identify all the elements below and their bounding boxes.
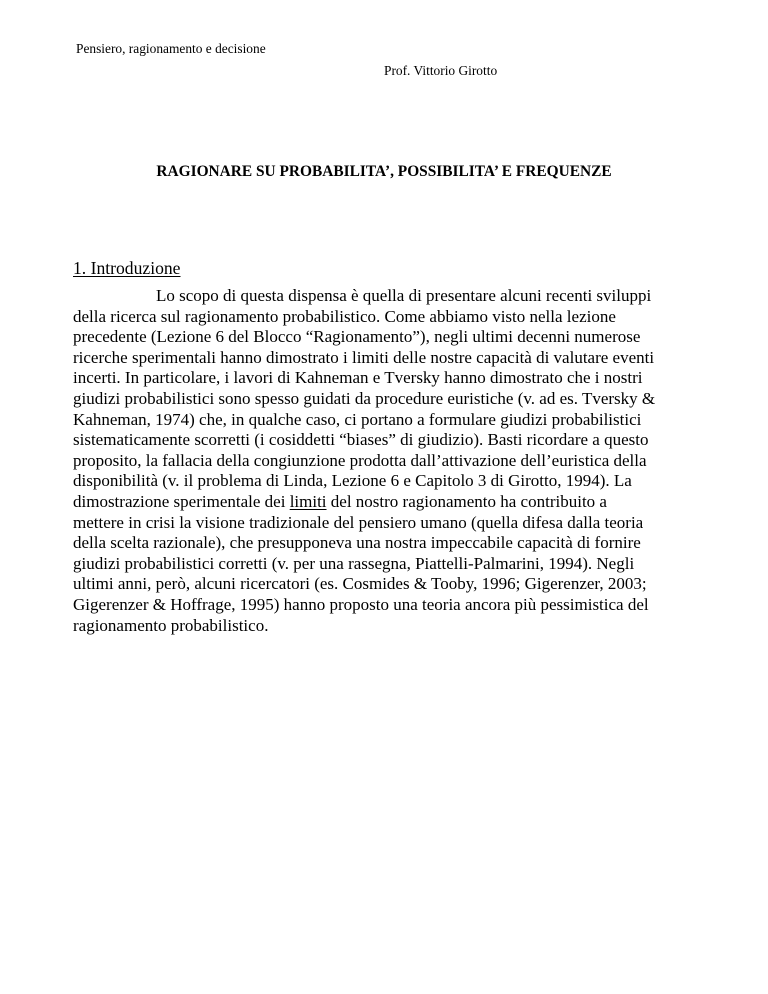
line-text-before: dimostrazione sperimentale dei: [73, 491, 290, 511]
course-header: Pensiero, ragionamento e decisione: [76, 41, 266, 56]
paragraph-line: disponibilità (v. il problema di Linda, Lezione 6 e Capitolo 3 di Girotto, 1994). La: [73, 471, 632, 491]
paragraph-line: ultimi anni, però, alcuni ricercatori (es. Cosmides & Tooby, 1996; Gigerenzer, 2003;: [73, 574, 647, 594]
paragraph-line: incerti. In particolare, i lavori di Kahneman e Tversky hanno dimostrato che i nostri: [73, 368, 643, 388]
paragraph-line: mettere in crisi la visione tradizionale del pensiero umano (quella difesa dalla teoria: [73, 512, 644, 532]
paragraph-line: sistematicamente scorretti (i cosiddetti “biases” di giudizio). Basti ricordare a questo: [73, 430, 649, 450]
section-heading: 1. Introduzione: [73, 258, 181, 278]
underlined-word: limiti: [289, 491, 327, 511]
line-text-after: del nostro ragionamento ha contribuito a: [326, 491, 607, 511]
paragraph-line: della scelta razionale), che presupponeva una nostra impeccabile capacità di fornire: [73, 533, 641, 553]
paragraph-line: ricerche sperimentali hanno dimostrato i limiti delle nostre capacità di valutare eventi: [73, 347, 655, 367]
paragraph-line: giudizi probabilistici sono spesso guidati da procedure euristiche (v. ad es. Tversky &: [73, 388, 656, 408]
paragraph-line: Kahneman, 1974) che, in qualche caso, ci portano a formulare giudizi probabilistici: [73, 409, 642, 429]
document-title: RAGIONARE SU PROBABILITA’, POSSIBILITA’ E FREQUENZE: [156, 163, 612, 180]
paragraph-line: della ricerca sul ragionamento probabilistico. Come abbiamo visto nella lezione: [73, 306, 616, 326]
author-header: Prof. Vittorio Girotto: [384, 63, 498, 78]
paragraph-line: ragionamento probabilistico.: [73, 615, 269, 635]
paragraph-line: Lo scopo di questa dispensa è quella di presentare alcuni recenti sviluppi: [156, 286, 652, 305]
paragraph-line: proposito, la fallacia della congiunzione prodotta dall’attivazione dell’euristica della: [73, 450, 647, 470]
paragraph-line: Gigerenzer & Hoffrage, 1995) hanno proposto una teoria ancora più pessimistica del: [73, 594, 649, 614]
paragraph-line: giudizi probabilistici corretti (v. per una rassegna, Piattelli-Palmarini, 1994). Negli: [73, 553, 635, 573]
paragraph-line: precedente (Lezione 6 del Blocco “Ragionamento”), negli ultimi decenni numerose: [73, 327, 641, 347]
paragraph-line-with-underline: [73, 492, 699, 513]
body-paragraph: [73, 286, 699, 636]
